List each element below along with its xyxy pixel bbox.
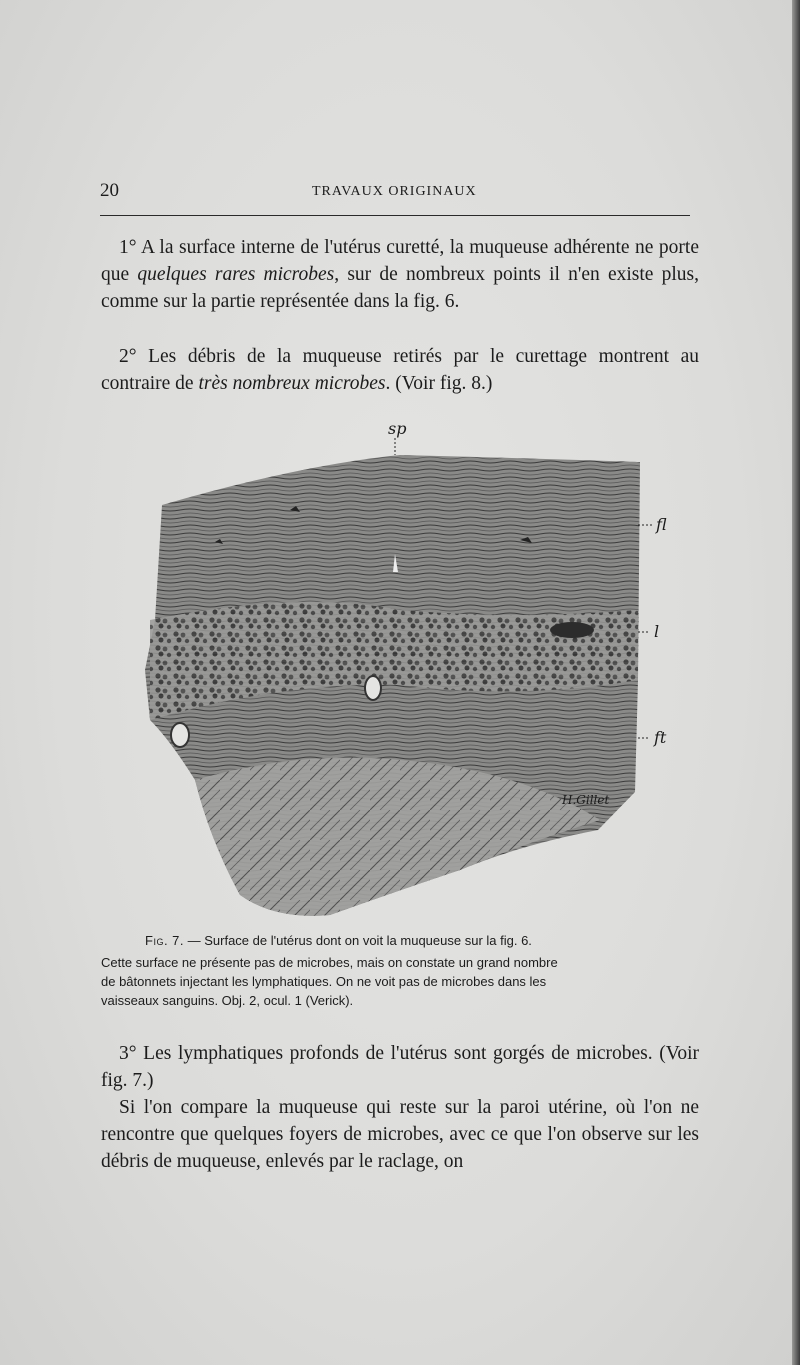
running-head: TRAVAUX ORIGINAUX — [312, 184, 477, 199]
figure-caption-line-2: de bâtonnets injectant les lymphatiques. On ne voit pas de microbes dans les — [101, 974, 547, 989]
paragraph-1 — [101, 234, 699, 316]
paragraph-2-emphasis: très nombreux microbes — [198, 373, 386, 395]
label-l: l — [654, 622, 660, 641]
label-fl: fl — [656, 515, 667, 534]
label-ft: ft — [654, 728, 667, 747]
page-number: 20 — [100, 180, 119, 201]
paragraph-2-tail: . (Voir fig. 8.) — [385, 373, 493, 395]
figure-caption-line-3: vaisseaux sanguins. Obj. 2, ocul. 1 (Verick). — [101, 993, 354, 1008]
paragraph-1-emphasis: quelques rares microbes — [137, 264, 335, 286]
page-header — [100, 180, 690, 208]
artist-signature: H.Gillet — [562, 793, 610, 807]
paragraph-2 — [101, 343, 699, 397]
tissue-section — [145, 455, 640, 916]
header-rule — [100, 215, 690, 216]
paragraph-1-tail: , sur de nombreux points il n'en existe plus, comme sur la partie représentée dans la fig. 6. — [101, 264, 699, 313]
figure-caption-title — [101, 931, 699, 950]
paragraph-1-lead: 1° A la surface interne de l'utérus curetté, la muqueuse adhérente ne porte que — [101, 237, 699, 286]
figure-7-illustration — [100, 420, 705, 925]
figure-caption-label: Fig. 7. — [145, 933, 185, 948]
figure-caption-body — [101, 953, 699, 1010]
paragraph-2-lead: 2° Les débris de la muqueuse retirés par le curettage montrent au contraire de — [101, 346, 699, 395]
figure-caption-title-text: — Surface de l'utérus dont on voit la muqueuse sur la fig. 6. — [184, 933, 532, 948]
paragraph-3: 3° Les lymphatiques profonds de l'utérus sont gorgés de microbes. (Voir fig. 7.) — [101, 1043, 699, 1092]
label-sp: sp — [388, 420, 407, 438]
figure-caption-line-1: Cette surface ne présente pas de microbes, mais on constate un grand nombre — [101, 955, 558, 970]
page-edge-shadow — [792, 0, 800, 1365]
paragraph-4: Si l'on compare la muqueuse qui reste sur la paroi utérine, où l'on ne rencontre que quelques foyers de microbes, avec ce que l'on observe sur les débris de muqueuse, enlevés par le raclage, on — [101, 1097, 699, 1173]
